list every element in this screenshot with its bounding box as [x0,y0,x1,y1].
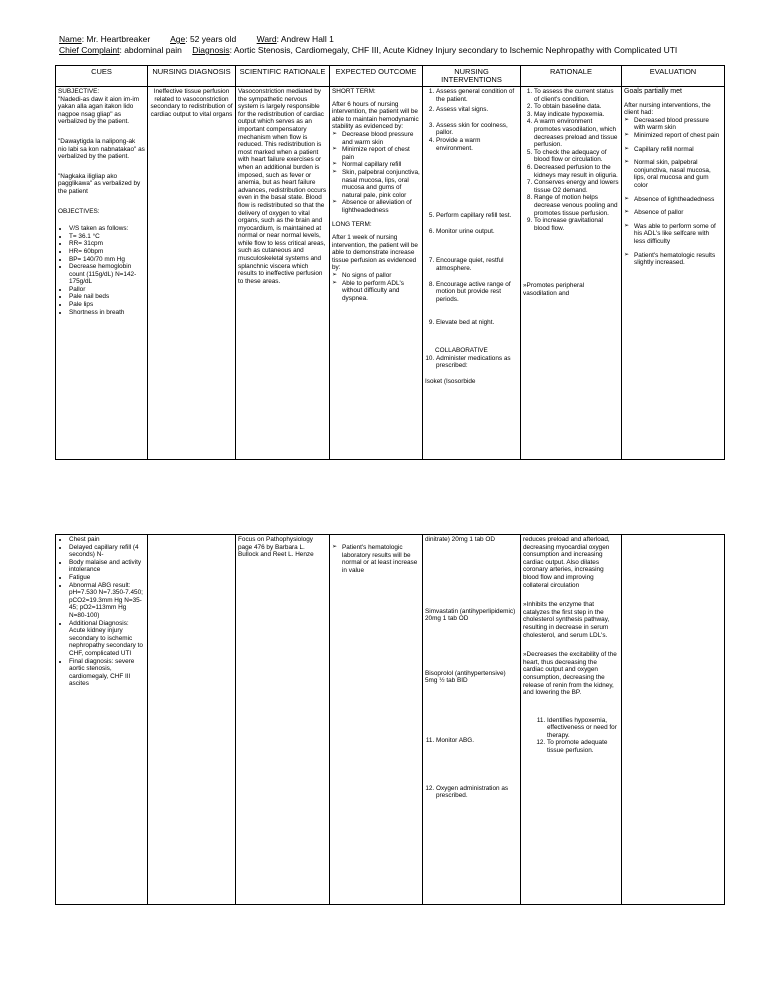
interventions-list-d [425,319,518,327]
list-item: • Shortness in breath [69,309,145,317]
rationale-cell [521,87,622,460]
list-item: 1. Assess general condition of the patient. [436,88,518,103]
list-item: • Chest pain [69,536,145,544]
list-item: • T= 36.1 °C [69,233,145,241]
list-item: • Abnormal ABG result: pH=7.530 N=7.350-7.450; pCO2=19.3mm Hg N=35-45; pO2=113mm Hg N=80-100) [69,582,145,620]
subjective-quote-3: "Nagkaka iligliap ako pagglikawa" as verbalized by the patient [58,172,141,195]
list-item: ➢ Able to perform ADL's without difficulty and dyspnea. [342,280,420,303]
scientific-rationale-text: Vasoconstriction mediated by the sympathetic nervous system is largely responsible for the redistribution of cardiac output which serves as an important compensatory mechanism when flow is reduced. This redistribution is most marked when a patient with heart failure exercises or when an additional burden is imposed, such as fever or anemia, but as heart failure advances, redistribution occurs even in the basal state. Blood flow is redistributed so that the delivery of oxygen to vital organs, such as the brain and myocardium, is maintained at normal or near normal levels, while flow to less critical areas, such as cutaneous and musculoskeletal systems and splanchnic viscera which results to ineffective perfusion to these areas. [238,88,327,285]
subjective-quote-1: "Nadedi-as daw it aion im-im yakan alla agan itakon lido nagpoe nsag gliap" as verbalized by the patient. [58,95,140,126]
list-item: • Pale nail beds [69,293,145,301]
interventions-list-e [425,355,518,370]
column-header-evaluation: EVALUATION [622,66,725,87]
interventions-list-g [425,785,518,800]
list-item: • Final diagnosis: severe aortic stenosis, cardiomegaly, CHF III ascites [69,658,145,688]
nursing-diagnosis-text: Ineffective tissue perfusion related to vasoconstriction secondary to redistribution of cardiac output to vital organs [150,88,233,118]
ward-label: Ward [256,34,277,44]
column-header-scientific-rationale: SCIENTIFIC RATIONALE [236,66,330,87]
list-item: • BP= 140/70 mm Hg [69,256,145,264]
list-item: • Pallor [69,286,145,294]
promotes-text: »Promotes peripheral vasodilation and [523,282,585,297]
list-item: • Fatigue [69,574,145,582]
list-item: 7. Encourage quiet, restful atmosphere. [436,257,518,272]
list-item: 3. Assess skin for coolness, pallor. [436,122,518,137]
list-item: ➢ Was able to perform some of his ADL's like selfcare with less difficulty [634,223,722,246]
list-item: 8. Range of motion helps decrease venous pooling and promotes tissue perfusion. [534,194,619,217]
care-plan-table-2 [55,534,725,905]
evaluation-cell [622,87,725,460]
list-item: ➢ Normal capillary refill [342,161,420,169]
list-item: • V/S taken as follows: [69,225,145,233]
simvastatin-dose: Simvastatin (antihyperlipidemic) 20mg 1 tab OD [425,607,516,623]
column-header-nursing-diagnosis: NURSING DIAGNOSIS [148,66,236,87]
ward-value: : Andrew Hall 1 [276,34,334,44]
list-item: 6. Monitor urine output. [436,228,518,236]
objectives-title: OBJECTIVES: [58,207,100,215]
cues-list [58,536,145,688]
list-item: 2. To obtain baseline data. [534,103,619,111]
objective-list [58,225,145,316]
age-value: : 52 years old [185,34,237,44]
reference-text: Focus on Pathophysiology page 476 by Barbara L. Bullock and Reet L. Henze [238,536,314,559]
interventions-list-a [425,88,518,152]
list-item: ➢ Decrease blood pressure and warm skin [342,131,420,146]
list-item: 9. To increase gravitational blood flow. [534,217,619,232]
long-term-list [332,272,420,302]
complaint-value: : abdominal pain [119,45,182,55]
isoket-rationale: reduces preload and afterload, decreasing myocardial oxygen consumption and increasing cardiac output. Also dilates coronary arteries, increasing blood flow and improving collateral circulation [523,536,610,589]
evaluation-cell-continued [622,535,725,905]
age-label: Age [170,34,186,44]
list-item: • HR= 60bpm [69,248,145,256]
list-item: 4. Provide a warm environment. [436,137,518,152]
short-term-intro: After 6 hours of nursing intervention, the patient will be able to maintain hemodynamic stability as evidenced by: [332,100,419,131]
interventions-list-c [425,257,518,303]
list-item: • Decrease hemoglobin count (115g/dL) N=142-175g/dL [69,263,145,286]
care-plan-row-1 [56,87,725,460]
list-item: ➢ Skin, palpebral conjunctiva, nasal mucosa, lips, oral mucosa and gums of natural pale, pink color [342,169,420,199]
list-item: ➢ Absence or alleviation of lightheadedness [342,199,420,214]
bisoprolol-rationale: »Decreases the excitability of the heart, thus decreasing the cardiac output and oxygen consumption, decreasing the release of renin from the kidney, and lowering the BP. [523,651,617,697]
column-header-cues: CUES [56,66,148,87]
outcome-list-continued [332,544,420,574]
diagnosis-label: Diagnosis [192,45,230,55]
care-plan-row-2 [56,535,725,905]
column-header-expected-outcome: EXPECTED OUTCOME [330,66,423,87]
isoket-text: Isoket (Isosorbide [425,377,476,385]
list-item: 11. Identifies hypoxemia, effectiveness or need for therapy. [547,717,619,740]
nursing-interventions-cell [423,87,521,460]
subjective-quote-2: "Dawaytigda la nalipong-ak nio labi sa kon nabnatakao" as verbalized by the patient. [58,137,145,161]
nursing-interventions-cell-continued [423,535,521,905]
evaluation-list [624,117,722,267]
subjective-title: SUBJECTIVE: [58,88,100,95]
name-label: Name [59,34,82,44]
patient-info-line [59,34,334,45]
short-term-list [332,131,420,215]
evaluation-intro: After nursing interventions, the client had: [624,101,711,117]
cues-cell-continued [56,535,148,905]
complaint-label: Chief Complaint [59,45,120,55]
list-item: 12. Oxygen administration as prescribed. [436,785,518,800]
collaborative-title: COLLABORATIVE [435,346,488,354]
cues-cell [56,87,148,460]
list-item: • Body malaise and activity intolerance [69,559,145,574]
expected-outcome-cell-continued [330,535,423,905]
list-item: 1. To assess the current status of client's condition. [534,88,619,103]
evaluation-goal: Goals partially met [624,88,682,95]
list-item: 5. Perform capillary refill test. [436,212,518,220]
list-item: ➢ Minimized report of chest pain [634,132,722,140]
list-item: • Additional Diagnosis: Acute kidney injury secondary to ischemic nephropathy secondary to CHF, complicated UTI [69,620,145,658]
list-item: 2. Assess vital signs. [436,106,518,114]
list-item: 5. To check the adequacy of blood flow or circulation. [534,149,619,164]
list-item: ➢ Capillary refill normal [634,146,722,154]
long-term-intro: After 1 week of nursing intervention, the patient will be able to demonstrate increase tissue perfusion as evidenced by: [332,234,418,272]
list-item: ➢ Absence of pallor [634,209,722,217]
interventions-list-b [425,212,518,235]
list-item: ➢ Absence of lightheadedness [634,196,722,204]
expected-outcome-cell [330,87,423,460]
short-term-title: SHORT TERM: [332,88,376,95]
list-item: 8. Encourage active range of motion but provide rest periods. [436,281,518,304]
care-plan-table-1 [55,65,725,460]
name-value: : Mr. Heartbreaker [81,34,151,44]
diagnosis-value: : Aortic Stenosis, Cardiomegaly, CHF III, Acute Kidney Injury secondary to Ischemic Nephropathy with Complicated UTI [229,45,678,55]
simvastatin-rationale: »Inhibits the enzyme that catalyzes the first step in the cholesterol synthesis pathway, resulting in decrease in serum cholesterol, and serum LDL's. [523,601,610,639]
list-item: 4. A warm environment promotes vasodilation, which decreases preload and tissue perfusion. [534,118,619,148]
scientific-rationale-cell [236,87,330,460]
rationale-cell-continued [521,535,622,905]
complaint-line [59,45,677,56]
list-item: ➢ Patient's hematologic results slightly increased. [634,252,722,267]
list-item: 3. May indicate hypoxemia. [534,111,619,119]
nursing-diagnosis-cell-continued [148,535,236,905]
list-item: ➢ Decreased blood pressure with warm skin [634,117,722,132]
nursing-diagnosis-cell [148,87,236,460]
list-item: ➢ Minimize report of chest pain [342,146,420,161]
column-header-nursing-interventions: NURSING INTERVENTIONS [423,66,521,87]
interventions-list-f [425,737,518,745]
list-item: • Delayed capillary refill (4 seconds) N- [69,544,145,559]
list-item: ➢ Normal skin, palpebral conjunctiva, nasal mucosa, lips, oral mucosa and gum color [634,159,722,189]
list-item: 12. To promote adequate tissue perfusion. [547,739,619,754]
isoket-dose: dinitrate) 20mg 1 tab OD [425,536,495,543]
list-item: 7. Conserves energy and lowers tissue O2 demand. [534,179,619,194]
column-header-rationale: RATIONALE [521,66,622,87]
header-row [56,66,725,87]
list-item: 11. Monitor ABG. [436,737,518,745]
long-term-title: LONG TERM: [332,220,372,228]
rationale-list-continued [523,717,619,755]
list-item: 6. Decreased perfusion to the kidneys may result in oliguria. [534,164,619,179]
rationale-list [523,88,619,232]
list-item: • RR= 31cpm [69,240,145,248]
list-item: 10. Administer medications as prescribed: [436,355,518,370]
list-item: 9. Elevate bed at night. [436,319,518,327]
bisoprolol-dose: Bisoprolol (antihypertensive) 5mg ½ tab BID [425,669,506,685]
scientific-rationale-cell-continued [236,535,330,905]
list-item: • Pale lips [69,301,145,309]
list-item: ➢ No signs of pallor [342,272,420,280]
list-item: ➢ Patient's hematologic laboratory results will be normal or at least increase in value [342,544,420,574]
